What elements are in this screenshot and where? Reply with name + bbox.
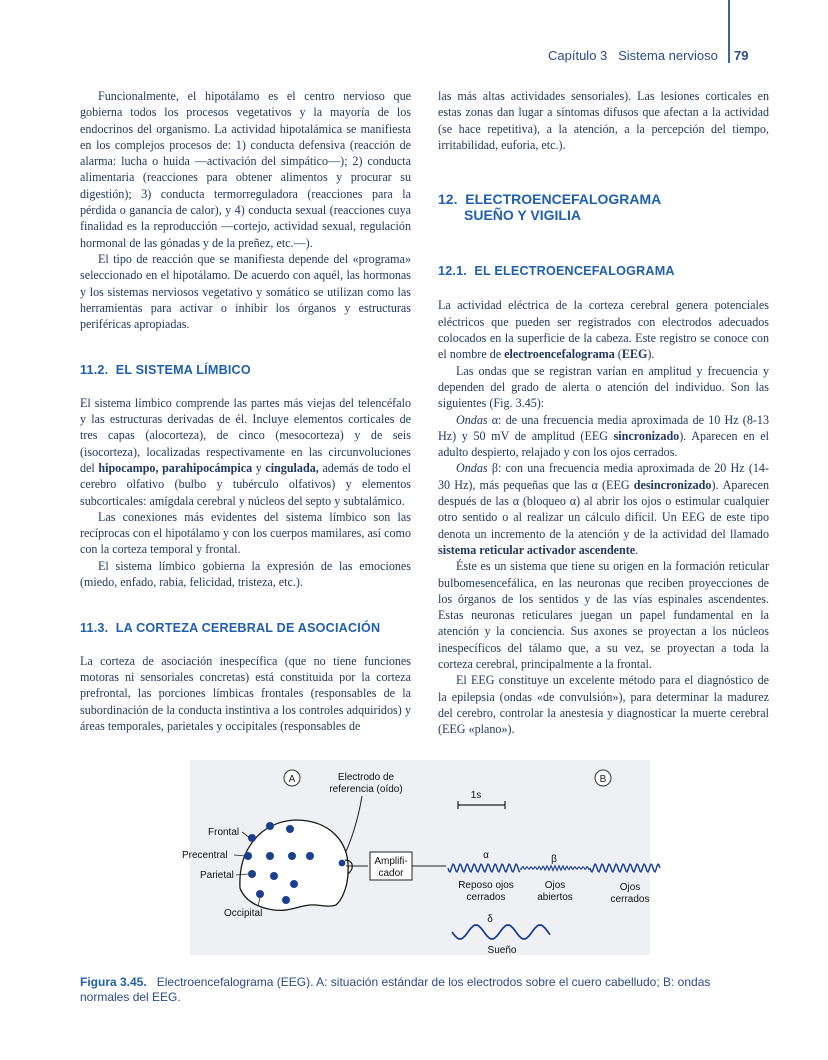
paragraph: La corteza de asociación inespecífica (que no tiene funciones motoras ni sensoriales concretas) está constituida por la corteza prefrontal, las porciones límbicas frontales (responsables de la subordinación de la conducta instintiva a los controles adquiridos) y áreas temporales, parietales y occipitales (responsables de: [80, 653, 411, 733]
paragraph: Funcionalmente, el hipotálamo es el centro nervioso que gobierna todos los procesos vegetativos y la mayoría de los endocrinos del organismo. La actividad hipotalámica se manifiesta en los complejos procesos de: 1) conducta defensiva (reacción de alarma: lucha o huida —activación del simpático—); 2) conducta alimentaria (reacciones para obtener alimentos y procurar su digestión); 3) conducta termorreguladora (reacciones para la pérdida o ganancia de calor), y 4) conducta sexual (reacciones cuya finalidad es la reproducción —cortejo, actividad sexual, regulación hormonal de las gónadas y de la preñez, etc.—).: [80, 89, 411, 250]
paragraph: Las ondas que se registran varían en amplitud y frecuencia y dependen del grado de alerta o atención del individuo. Son las siguientes (Fig. 3.45):: [438, 363, 769, 411]
amplifier-label: Amplifi-: [374, 856, 408, 867]
electrode: [248, 870, 256, 878]
ojos-abiertos-label: Ojos: [544, 880, 566, 891]
ojos-cerrados-label: Ojos: [619, 882, 641, 893]
time-scale-label: 1s: [470, 790, 482, 801]
electrode: [256, 890, 264, 898]
reposo-label: cerrados: [466, 892, 506, 903]
label-b: B: [599, 774, 607, 785]
delta-label: δ: [487, 914, 493, 925]
alpha-label: α: [483, 850, 489, 861]
eeg-diagram: [182, 760, 650, 956]
right-column: [438, 88, 769, 738]
paragraph: El EEG constituye un excelente método para el diagnóstico de la epilepsia (ondas «de convulsión»), para determinar la madurez del cerebro, controlar la anestesia y diagnosticar la muerte cerebral (EEG «plano»).: [438, 673, 769, 737]
paragraph: El tipo de reacción que se manifiesta depende del «programa» seleccionado en el hipotálamo. De acuerdo con aquél, las hormonas y los sistemas nerviosos vegetativo y somático se utilizan como las herramientas para activar o inhibir los órganos y estructuras periféricas apropiadas.: [80, 251, 411, 332]
sueno-label: Sueño: [487, 945, 517, 956]
electrode: [286, 825, 294, 833]
paragraph: Las conexiones más evidentes del sistema límbico son las recíprocas con el hipotálamo y con los cuerpos mamilares, así como con la corteza temporal y frontal.: [80, 509, 411, 557]
label-precentral: Precentral: [182, 850, 228, 861]
paragraph: Éste es un sistema que tiene su origen en la formación reticular bulbomesencefálica, en las neuronas que reciben proyecciones de los órganos de los sentidos y de las vías espinales ascendentes. Estas neuronas reticulares juegan un papel fundamental en la atención y la conciencia. Sus axones se proyectan a los núcleos inespecíficos del tálamo que, a su vez, se proyectan a toda la corteza cerebral, principalmente a la frontal.: [438, 559, 769, 672]
ojos-abiertos-label: abiertos: [537, 892, 573, 903]
paragraph: El sistema límbico comprende las partes más viejas del telencéfalo y las estructuras derivadas de él. Incluye elementos corticales de tres capas (alocorteza), de cinco (mesocorteza) y de seis (isocorteza), localizadas respectivamente en las circunvoluciones del hipocampo, parahipocámpica y cingulada, además de todo el cerebro olfativo (bulbo y tubérculo olfativos) y elementos subcorticales: amígdala cerebral y núcleos del septo y subtalámico.: [80, 395, 411, 508]
caption-text: Electroencefalograma (EEG). A: situación estándar de los electrodos sobre el cuero cabelludo; B: ondas normales del EEG.: [80, 975, 711, 1004]
section-heading-12-1: 12.1. EL ELECTROENCEFALOGRAMA: [438, 264, 675, 279]
section-heading-11-3: 11.3. LA CORTEZA CEREBRAL DE ASOCIACIÓN: [80, 621, 381, 636]
figure-caption: [80, 975, 760, 1005]
section-heading-12: 12. ELECTROENCEFALOGRAMA SUEÑO Y VIGILIA: [438, 191, 662, 224]
beta-label: β: [551, 854, 557, 865]
electrode-ref-label: Electrodo de: [337, 772, 395, 783]
electrode: [290, 880, 298, 888]
paragraph: las más altas actividades sensoriales). Las lesiones corticales en estas zonas dan lugar a síntomas difusos que afectan a la actividad (se hace repetitiva), a la atención, a la percepción del tiempo, irritabilidad, euforia, etc.).: [438, 89, 769, 152]
electrode: [306, 852, 314, 860]
label-a: A: [288, 774, 296, 785]
label-frontal: Frontal: [208, 827, 240, 838]
paragraph: El sistema límbico gobierna la expresión de las emociones (miedo, enfado, rabia, felicidad, tristeza, etc.).: [80, 558, 411, 590]
electrode: [248, 834, 256, 842]
section-heading-11-2: 11.2. EL SISTEMA LÍMBICO: [80, 363, 251, 378]
amplifier-label: cador: [378, 868, 404, 879]
ojos-cerrados-label: cerrados: [610, 894, 650, 905]
left-column: [80, 88, 411, 734]
electrode: [266, 822, 274, 830]
paragraph: Ondas α: de una frecuencia media aproximada de 10 Hz (8-13 Hz) y 50 mV de amplitud (EEG sincronizado). Aparecen en el adulto despierto, relajado y con los ojos cerrados.: [438, 412, 769, 460]
reference-electrode: [339, 860, 346, 867]
electrode: [288, 852, 296, 860]
electrode-ref-label: referencia (oído): [329, 784, 403, 795]
electrode: [270, 872, 278, 880]
label-parietal: Parietal: [200, 870, 234, 881]
paragraph: La actividad eléctrica de la corteza cerebral genera potenciales eléctricos que pueden ser registrados con electrodos adecuados colocados en la superficie de la cabeza. Este registro se conoce con el nombre de electroencefalograma (EEG).: [438, 298, 769, 362]
chapter-title: Capítulo 3 Sistema nervioso: [548, 48, 718, 63]
paragraph: Ondas β: con una frecuencia media aproximada de 20 Hz (14-30 Hz), más pequeñas que las α (EEG desincronizado). Aparecen después de las α (bloqueo α) al abrir los ojos o estimular cualquier otro sentido o al realizar un cálculo difícil. Un EEG de este tipo denota un incremento de la atención y de la actividad del llamado sistema reticular activador ascendente.: [438, 461, 769, 557]
electrode: [266, 852, 274, 860]
figure-eeg: [182, 760, 650, 956]
label-occipital: Occipital: [224, 908, 263, 919]
reposo-label: Reposo ojos: [458, 880, 514, 891]
header-rule: [728, 0, 730, 63]
electrode: [282, 896, 290, 904]
caption-label: Figura 3.45.: [80, 975, 147, 989]
page-number: 79: [734, 48, 749, 63]
